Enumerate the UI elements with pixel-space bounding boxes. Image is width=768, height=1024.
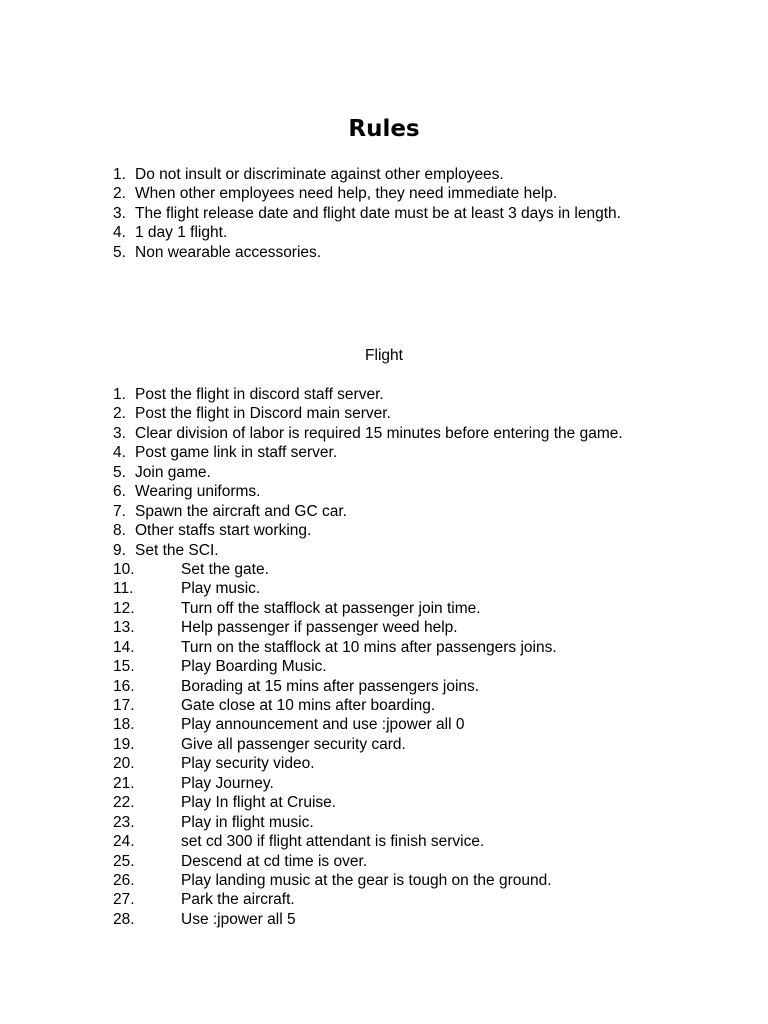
flight-step — [113, 502, 347, 521]
step-text: Post the flight in Discord main server. — [135, 405, 391, 423]
step-text: Spawn the aircraft and GC car. — [135, 502, 347, 520]
rule-item — [113, 243, 322, 262]
rule-number: 1. — [113, 166, 126, 183]
flight-step — [113, 657, 327, 676]
step-text: Set the SCI. — [135, 541, 219, 559]
step-text: Play In flight at Cruise. — [181, 794, 337, 812]
step-text: Turn off the stafflock at passenger join time. — [181, 599, 481, 617]
flight-step — [113, 443, 338, 462]
flight-step — [113, 832, 485, 851]
flight-step — [113, 852, 368, 871]
step-number: 3. — [113, 424, 126, 442]
step-number: 21. — [113, 774, 135, 792]
step-text: set cd 300 if flight attendant is finish service. — [181, 833, 485, 851]
step-number: 23. — [113, 813, 135, 831]
flight-step — [113, 599, 481, 618]
step-number: 7. — [113, 502, 126, 520]
rule-text: The flight release date and flight date must be at least 3 days in length. — [135, 204, 621, 222]
step-number: 18. — [113, 716, 135, 734]
step-text: Post the flight in discord staff server. — [135, 386, 384, 403]
step-text: Play music. — [181, 580, 261, 598]
step-number: 22. — [113, 794, 135, 812]
flight-step — [113, 735, 406, 754]
step-text: Descend at cd time is over. — [181, 852, 368, 870]
step-number: 27. — [113, 891, 135, 909]
step-number: 10. — [113, 560, 135, 578]
rule-number: 4. — [113, 224, 126, 242]
rule-text: 1 day 1 flight. — [135, 224, 228, 242]
flight-step — [113, 424, 623, 443]
step-number: 25. — [113, 852, 135, 870]
rule-text: When other employees need help, they need immediate help. — [135, 185, 558, 203]
step-text: Wearing uniforms. — [135, 483, 261, 501]
flight-step — [113, 618, 458, 637]
flight-step — [113, 774, 274, 793]
flight-step — [113, 638, 557, 657]
flight-step — [113, 560, 269, 579]
step-number: 15. — [113, 658, 135, 676]
step-text: Gate close at 10 mins after boarding. — [181, 697, 436, 714]
flight-step — [113, 385, 384, 404]
step-number: 9. — [113, 541, 126, 559]
rule-text: Do not insult or discriminate against other employees. — [135, 166, 504, 183]
step-number: 28. — [113, 910, 135, 928]
step-number: 11. — [113, 580, 134, 598]
rule-item — [113, 184, 558, 203]
rule-number: 5. — [113, 243, 126, 261]
step-text: Post game link in staff server. — [135, 444, 338, 462]
step-number: 16. — [113, 677, 135, 695]
step-text: Play Journey. — [181, 774, 274, 792]
flight-step — [113, 404, 391, 423]
step-text: Join game. — [135, 463, 211, 481]
rule-item — [113, 223, 228, 242]
step-text: Help passenger if passenger weed help. — [181, 619, 458, 637]
rule-item — [113, 165, 504, 184]
flight-step — [113, 793, 337, 812]
flight-step — [113, 871, 552, 890]
flight-steps-list — [113, 385, 623, 929]
rule-text: Non wearable accessories. — [135, 243, 322, 261]
step-text: Borading at 15 mins after passengers joins. — [181, 677, 480, 695]
step-number: 19. — [113, 735, 135, 753]
step-text: Play in flight music. — [181, 813, 314, 831]
step-text: Play announcement and use :jpower all 0 — [181, 716, 465, 734]
rule-number: 3. — [113, 204, 126, 222]
step-text: Play Boarding Music. — [181, 658, 327, 676]
step-number: 14. — [113, 638, 135, 656]
flight-step — [113, 541, 219, 560]
step-number: 17. — [113, 697, 135, 714]
step-text: Other staffs start working. — [135, 522, 312, 540]
rules-list — [113, 165, 621, 262]
flight-step — [113, 521, 312, 540]
step-text: Set the gate. — [181, 560, 269, 578]
rule-item — [113, 204, 621, 223]
step-text: Turn on the stafflock at 10 mins after passengers joins. — [181, 638, 557, 656]
page-title: Rules — [348, 116, 420, 142]
flight-heading: Flight — [365, 347, 403, 364]
step-number: 12. — [113, 599, 135, 617]
step-number: 4. — [113, 444, 126, 462]
step-text: Play landing music at the gear is tough on the ground. — [181, 871, 552, 889]
step-text: Give all passenger security card. — [181, 735, 406, 753]
flight-step — [113, 715, 465, 734]
step-number: 8. — [113, 522, 126, 540]
flight-step — [113, 696, 436, 715]
flight-step — [113, 463, 211, 482]
step-number: 24. — [113, 833, 135, 851]
step-number: 20. — [113, 755, 135, 773]
flight-step — [113, 754, 315, 773]
step-number: 1. — [113, 386, 126, 403]
flight-step — [113, 579, 261, 598]
flight-step — [113, 813, 314, 832]
step-text: Clear division of labor is required 15 minutes before entering the game. — [135, 424, 623, 442]
step-number: 5. — [113, 463, 126, 481]
step-number: 6. — [113, 483, 126, 501]
step-number: 2. — [113, 405, 126, 423]
step-number: 13. — [113, 619, 135, 637]
step-text: Park the aircraft. — [181, 891, 295, 909]
flight-step — [113, 677, 480, 696]
flight-step — [113, 910, 296, 929]
flight-step — [113, 482, 261, 501]
flight-step — [113, 890, 295, 909]
step-text: Use :jpower all 5 — [181, 910, 296, 928]
step-number: 26. — [113, 871, 135, 889]
step-text: Play security video. — [181, 755, 315, 773]
rule-number: 2. — [113, 185, 126, 203]
